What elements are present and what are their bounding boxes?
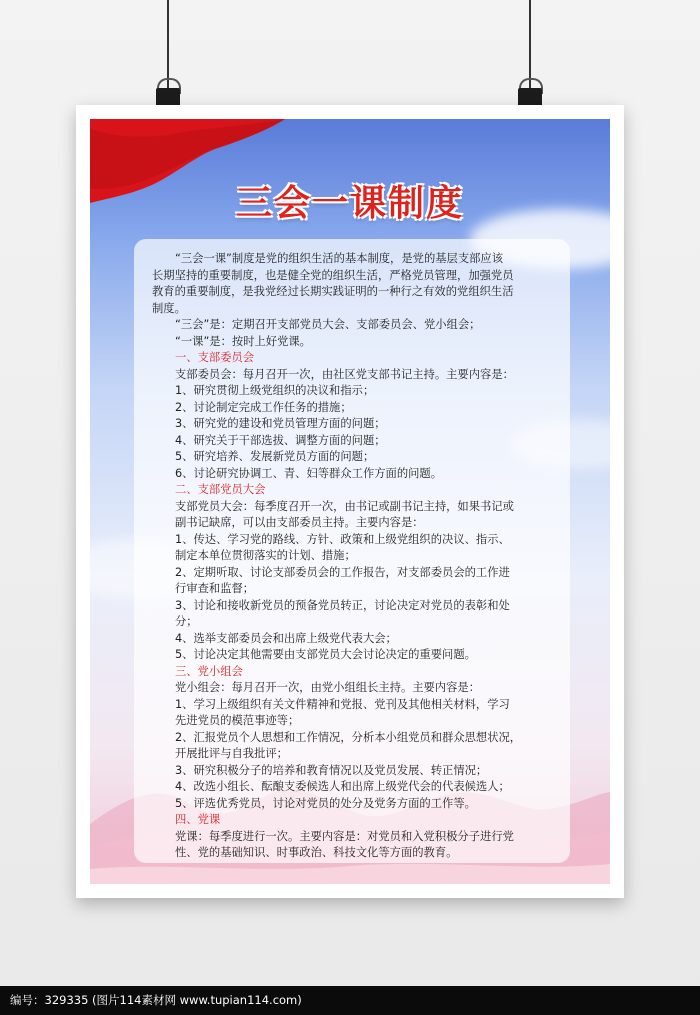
poster-title: 三会一课制度: [235, 183, 464, 224]
watermark-footer: 编号：329335 (图片114素材网 www.tupian114.com): [0, 986, 700, 1015]
hanging-wire-right: [529, 0, 531, 88]
poster-background: [90, 119, 610, 884]
section-heading: 一、支部委员会: [175, 351, 255, 364]
section-line: 5、研究培养、发展新党员方面的问题；: [175, 450, 375, 463]
definition-line: “三会”是：定期召开支部党员大会、支部委员会、党小组会；: [175, 318, 481, 331]
intro-line: 长期坚持的重要制度，也是健全党的组织生活，严格党员管理，加强党员: [152, 268, 514, 282]
content-panel: [134, 239, 570, 863]
section-line: 3、讨论和接收新党员的预备党员转正，讨论决定对党员的表彰和处: [175, 598, 510, 612]
section-line: 先进党员的模范事迹等；: [175, 714, 300, 727]
section-line: 2、定期听取、讨论支部委员会的工作报告，对支部委员会的工作进: [175, 565, 510, 579]
section-line: 1、传达、学习党的路线、方针、政策和上级党组织的决议、指示、: [175, 532, 510, 546]
intro-line: “三会一课”制度是党的组织生活的基本制度，是党的基层支部应该: [175, 252, 504, 265]
section-heading: 二、支部党员大会: [175, 483, 266, 496]
section-line: 制定本单位贯彻落实的计划、措施；: [175, 549, 356, 562]
section-line: 支部党员大会：每季度召开一次，由书记或副书记主持，如果书记或: [175, 499, 514, 513]
section-line: 2、讨论制定完成工作任务的措施；: [175, 400, 352, 414]
section-line: 性、党的基础知识、时事政治、科技文化等方面的教育。: [175, 846, 458, 859]
intro-line: 制度。: [152, 301, 186, 315]
section-line: 分；: [175, 615, 198, 628]
section-line: 3、研究党的建设和党员管理方面的问题；: [175, 417, 386, 430]
section-line: 6、讨论研究协调工、青、妇等群众工作方面的问题。: [175, 466, 443, 480]
section-line: 5、讨论决定其他需要由支部党员大会讨论决定的重要问题。: [175, 648, 476, 661]
section-line: 4、研究关于干部选拔、调整方面的问题；: [175, 433, 386, 447]
poster: [76, 105, 624, 898]
section-line: 开展批评与自我批评；: [175, 747, 288, 760]
definition-line: “一课”是：按时上好党课。: [175, 334, 311, 348]
section-heading: 四、党课: [175, 813, 221, 826]
section-line: 党课：每季度进行一次。主要内容是：对党员和入党积极分子进行党: [175, 829, 514, 843]
section-line: 4、改选小组长、酝酿支委候选人和出席上级党代会的代表候选人；: [175, 780, 510, 793]
section-line: 3、研究积极分子的培养和教育情况以及党员发展、转正情况；: [175, 763, 488, 777]
section-line: 副书记缺席，可以由支部委员主持。主要内容是：: [175, 516, 424, 529]
hanging-wire-left: [167, 0, 169, 88]
intro-line: 教育的重要制度，是我党经过长期实践证明的一种行之有效的党组织生活: [152, 285, 514, 298]
section-line: 4、选举支部委员会和出席上级党代表大会；: [175, 631, 397, 645]
section-line: 5、评选优秀党员，讨论对党员的处分及党务方面的工作等。: [175, 796, 476, 810]
section-line: 1、研究贯彻上级党组织的决议和指示；: [175, 384, 375, 397]
section-line: 党小组会：每月召开一次，由党小组组长主持。主要内容是：: [175, 681, 481, 694]
section-line: 1、学习上级组织有关文件精神和党报、党刊及其他相关材料，学习: [175, 697, 510, 711]
section-line: 行审查和监督；: [175, 582, 255, 595]
section-heading: 三、党小组会: [175, 664, 243, 678]
section-line: 2、汇报党员个人思想和工作情况，分析本小组党员和群众思想状况，: [175, 730, 522, 744]
section-line: 支部委员会：每月召开一次，由社区党支部书记主持。主要内容是：: [175, 367, 514, 381]
